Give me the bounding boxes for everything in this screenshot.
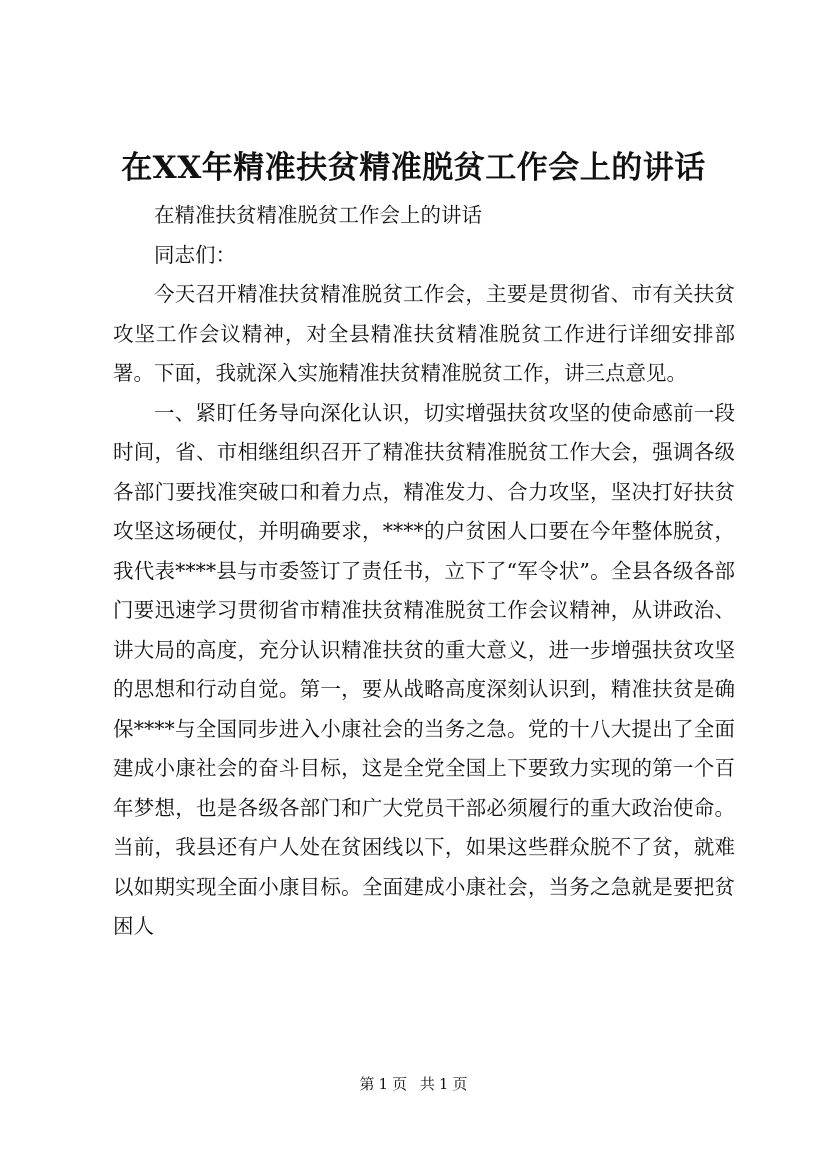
document-title: 在XX年精准扶贫精准脱贫工作会上的讲话 (121, 150, 706, 186)
section-one-paragraph: 一、紧盯任务导向深化认识，切实增强扶贫攻坚的使命感前一段时间，省、市相继组织召开了精准扶贫精准脱贫工作大会，强调各级各部门要找准突破口和着力点，精准发力、合力攻坚，坚决打好扶贫攻坚这场硬仗，并明确要求，****的户贫困人口要在今年整体脱贫，我代表****县与市委签订了责任书，立下了“军令状”。全县各级各部门要迅速学习贯彻省市精准扶贫精准脱贫工作会议精神，从讲政治、讲大局的高度，充分认识精准扶贫的重大意义，进一步增强扶贫攻坚的思想和行动自觉。第一，要从战略高度深刻认识到，精准扶贫是确保****与全国同步进入小康社会的当务之急。党的十八大提出了全面建成小康社会的奋斗目标，这是全党全国上下要致力实现的第一个百年梦想，也是各级各部门和广大党员干部必须履行的重大政治使命。当前，我县还有户人处在贫困线以下，如果这些群众脱不了贫，就难以如期实现全面小康目标。全面建成小康社会，当务之急就是要把贫困人 (113, 400, 735, 938)
total-pages-indicator (418, 1075, 470, 1093)
salutation-paragraph: 同志们： (154, 242, 236, 267)
subtitle-paragraph: 在精准扶贫精准脱贫工作会上的讲话 (154, 203, 482, 227)
intro-paragraph: 今天召开精准扶贫精准脱贫工作会，主要是贯彻省、市有关扶贫攻坚工作会议精神，对全县精准扶贫精准脱贫工作进行详细安排部署。下面，我就深入实施精准扶贫精准脱贫工作，讲三点意见。 (113, 282, 735, 385)
total-label-suffix: 页 (452, 1075, 468, 1093)
page-footer (0, 1074, 827, 1094)
page-label-suffix: 页 (392, 1075, 408, 1093)
page-number: 1 (378, 1075, 389, 1093)
page-label-prefix: 第 (359, 1075, 375, 1093)
page-number-indicator (358, 1075, 410, 1093)
total-label-prefix: 共 (419, 1075, 435, 1093)
total-pages: 1 (438, 1075, 449, 1093)
document-body (113, 196, 735, 947)
